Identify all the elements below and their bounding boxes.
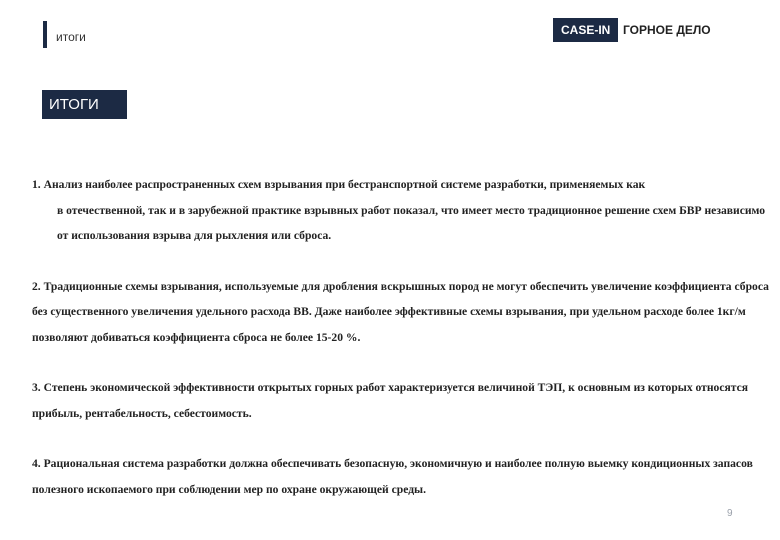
paragraph-4: 4. Рациональная система разработки должна обеспечивать безопасную, экономичную и наиболее полную выемку кондиционных запасов полезного ископаемого при соблюдении мер по охране окружающей среды. <box>32 457 753 496</box>
paragraph-1-first-line: 1. Анализ наиболее распространенных схем взрывания при бестранспортной системе разработки, применяемых как <box>32 178 646 191</box>
paragraph-1-rest: в отечественной, так и в зарубежной практике взрывных работ показал, что имеет место традиционное решение схем БВР независимо от использования взрыва для рыхления или сброса. <box>57 203 766 242</box>
paragraph-2: 2. Традиционные схемы взрывания, используемые для дробления вскрышных пород не могут обеспечить увеличение коэффициента сброса без существенного увеличения удельного расхода ВВ. Даже наиболее эффективные схемы взрывания, при удельном расходе более 1кг/м позволяют добиваться коэффициента сброса не более 15-20 %. <box>32 279 769 344</box>
page-number: 9 <box>727 508 733 519</box>
content-body <box>32 172 776 527</box>
section-accent-bar <box>43 21 47 48</box>
paragraph-3: 3. Степень экономической эффективности открытых горных работ характеризуется величиной ТЭП, к основным из которых относятся прибыль, рентабельность, себестоимость. <box>32 381 749 420</box>
brand-badge: CASE-IN <box>553 18 618 42</box>
brand-title: ГОРНОЕ ДЕЛО <box>623 23 711 37</box>
page-title: ИТОГИ <box>42 90 127 119</box>
section-label: итоги <box>56 30 86 44</box>
paragraph-1 <box>32 172 776 249</box>
